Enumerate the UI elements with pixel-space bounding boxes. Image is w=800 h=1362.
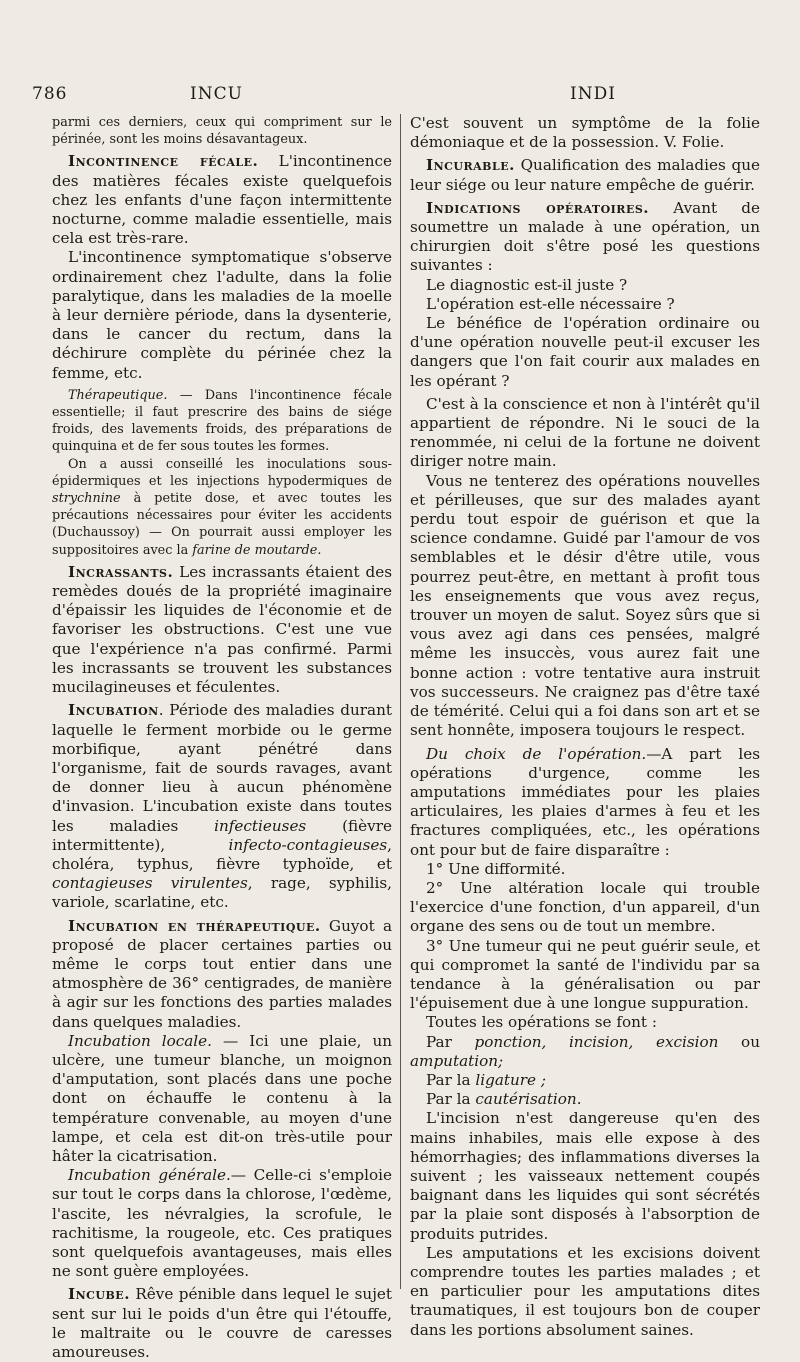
subheading: Thérapeutique. xyxy=(68,387,168,403)
text-run: Par la xyxy=(426,1070,476,1089)
subheading: Incubation générale. xyxy=(68,1166,231,1185)
italic-term: infecto-contagieuses xyxy=(228,835,388,854)
page-header xyxy=(0,84,800,108)
entry-heading: Incubation en thérapeutique. xyxy=(68,916,321,935)
italic-term: farine de moutarde xyxy=(192,542,318,558)
paragraph-text: — Ici une plaie, un ulcère, une tumeur blanche, un moignon d'amputation, sont placés dans une poche dont on échauffe le contenu à la température convenable, au moyen d'une lampe, et cela est dit-on très-utile pour hâter la cicatrisation. xyxy=(52,1031,393,1165)
page-number: 786 xyxy=(32,84,68,104)
paragraph-text: — Celle-ci s'emploie sur tout le corps dans la chlorose, l'œdème, l'ascite, les névralgies, la scrofule, le rachitisme, la rougeole, etc. Ces pratiques sont quelquefois avantageuses, mais elles ne sont guère employées. xyxy=(52,1166,392,1281)
paragraph-incision: L'incision n'est dangereuse qu'en des mains inhabiles, mais elle expose à des hémorrhagies; des inflammations diverses la suivent ; les vaisseaux nettement coupés baignant dans les liquides qui sont sécrétés par la plaie sont disposés à l'absorption de produits putrides. xyxy=(410,1109,760,1243)
entry-heading: Incubation xyxy=(68,701,159,720)
entry-text: Guyot a proposé de placer certaines parties ou même le corps tout entier dans une atmosphère de 36° centigrades, de manière à agir sur les fonctions des parties malades dans quelques maladies. xyxy=(52,916,392,1031)
entry-text: Les incrassants étaient des remèdes doués de la propriété imaginaire d'épaissir les liquides de l'économie et de favoriser les obstructions. C'est une vue que l'expérience n'a pas confirmé. Parmi les incrassants se trouvent les substances mucilagineuses et féculentes. xyxy=(52,562,392,697)
entry-incurable xyxy=(410,156,760,194)
column-divider xyxy=(400,114,401,1289)
text-run: . Période des maladies durant laquelle le ferment morbide ou le germe morbifique, ayant pénétré dans l'organisme, fait de sourds ravages, avant de donner lieu à aucun phénomène d'invasion. L'incubation existe dans toutes les maladies xyxy=(52,701,392,835)
entry-indications-operatoires xyxy=(410,199,760,276)
entry-incubation-therapeutique xyxy=(52,917,392,1032)
text-run: On a aussi conseillé les inoculations sous-épidermiques et les injections hypodermiques de xyxy=(52,456,392,489)
entry-incontinence-fecale xyxy=(52,152,392,248)
paragraph-therapeutique xyxy=(52,387,392,456)
paragraph-conscience: C'est à la conscience et non à l'intérêt qu'il appartient de répondre. Ni le souci de la renommée, ni celui de la fortune ne doivent diriger notre main. xyxy=(410,394,760,471)
list-item-2: 2° Une altération locale qui trouble l'exercice d'une fonction, d'un appareil, d'un organe des sens ou de tout un membre. xyxy=(410,878,760,936)
text-run: Par la xyxy=(426,1090,476,1109)
method-ponction xyxy=(410,1033,760,1071)
method-ligature xyxy=(410,1071,760,1090)
entry-text: Avant de soumettre un malade à une opération, un chirurgien doit s'être posé les questions suivantes : xyxy=(410,198,760,275)
right-running-head: INDI xyxy=(570,84,616,104)
entry-heading: Incontinence fécale. xyxy=(68,152,259,171)
paragraph-symptomatique: L'incontinence symptomatique s'observe ordinairement chez l'adulte, dans la folie paralytique, dans les maladies de la moelle à leur dernière période, dans la dysenterie, dans le cancer du rectum, dans la déchirure complète du périnée chez la femme, etc. xyxy=(52,248,392,382)
paragraph-amputations: Les amputations et les excisions doivent comprendre toutes les parties malades ; et en particulier pour les amputations dites traumatiques, il est toujours bon de couper dans les portions absolument saines. xyxy=(410,1243,760,1339)
entry-heading: Incurable. xyxy=(426,156,515,175)
entry-incubation xyxy=(52,701,392,912)
italic-term: ponction, incision, excision xyxy=(474,1032,719,1051)
text-run: . xyxy=(317,542,322,558)
question-diagnostic: Le diagnostic est-il juste ? xyxy=(426,275,628,294)
italic-term: amputation; xyxy=(410,1051,504,1070)
text-run: , choléra, typhus, fièvre typhoïde, et xyxy=(52,835,392,873)
continuation-paragraph: C'est souvent un symptôme de la folie démoniaque et de la possession. V. Folie. xyxy=(410,114,760,152)
paragraph-text: —A part les opérations d'urgence, comme les amputations immédiates pour les plaies articulaires, les plaies d'armes à feu et les fractures compliquées, etc., les opérations ont pour but de faire disparaître : xyxy=(410,744,761,859)
italic-term: infectieuses xyxy=(214,816,307,835)
subheading: Incubation locale. xyxy=(68,1031,212,1050)
paragraph-inoculations xyxy=(52,456,392,559)
italic-term: strychnine xyxy=(52,491,121,507)
text-run: ou xyxy=(718,1032,760,1051)
list-item-1: 1° Une difformité. xyxy=(426,859,566,878)
left-running-head: INCU xyxy=(190,84,243,104)
italic-term: contagieuses virulentes xyxy=(52,874,248,893)
entry-text: L'incontinence des matières fécales existe quelquefois chez les enfants d'une façon intermittente nocturne, comme maladie essentielle, mais cela est très-rare. xyxy=(52,152,392,248)
paragraph-choix-operation xyxy=(410,745,760,860)
subheading: Du choix de l'opération. xyxy=(426,744,647,763)
paragraph-toutes: Toutes les opérations se font : xyxy=(426,1013,657,1032)
method-cauterisation xyxy=(410,1090,760,1109)
text-run: (fièvre intermittente), xyxy=(52,816,393,854)
italic-term: cautérisation. xyxy=(475,1090,582,1109)
entry-incube xyxy=(52,1285,392,1362)
list-item-3: 3° Une tumeur qui ne peut guérir seule, et qui compromet la santé de l'individu par sa tendance à la généralisation ou par l'épuisement due à une longue suppuration. xyxy=(410,936,760,1013)
paragraph-text: — Dans l'incontinence fécale essentielle; il faut prescrire des bains de siége froids, des lavements froids, des préparations de quinquina et de fer sous toutes les formes. xyxy=(52,387,392,455)
paragraph-incubation-generale xyxy=(52,1166,392,1281)
text-run: à petite dose, et avec toutes les précautions nécessaires pour éviter les accidents (Duchaussoy) — On pourrait aussi employer les suppositoires avec la xyxy=(52,491,392,558)
paragraph-incubation-locale xyxy=(52,1032,392,1166)
text-run: , rage, syphilis, variole, scarlatine, etc. xyxy=(52,874,392,912)
question-necessaire: L'opération est-elle nécessaire ? xyxy=(426,294,675,313)
right-column xyxy=(410,114,760,1340)
entry-incrassants xyxy=(52,563,392,697)
continuation-paragraph: parmi ces derniers, ceux qui compriment sur le périnée, sont les moins désavantageux. xyxy=(52,115,392,148)
italic-term: ligature ; xyxy=(475,1070,546,1089)
entry-heading: Incube. xyxy=(68,1285,130,1304)
entry-heading: Indications opératoires. xyxy=(426,198,650,217)
text-run: Par xyxy=(426,1032,475,1051)
entry-text: Rêve pénible dans lequel le sujet sent sur lui le poids d'un être qui l'étouffe, le maltraite ou le couvre de caresses amoureuses. xyxy=(52,1285,392,1361)
left-column xyxy=(52,114,392,1362)
entry-text: Qualification des maladies que leur siége ou leur nature empêche de guérir. xyxy=(410,156,760,194)
paragraph-benefice: Le bénéfice de l'opération ordinaire ou d'une opération nouvelle peut-il excuser les dangers que l'on fait courir aux malades en les opérant ? xyxy=(410,314,760,390)
entry-heading: Incrassants. xyxy=(68,562,174,581)
paragraph-vous: Vous ne tenterez des opérations nouvelles et périlleuses, que sur des malades ayant perdu tout espoir de guérison et que la science condamne. Guidé par l'amour de vos semblables et le désir d'être utile, vous pourrez peut-être, en mettant à profit tous les enseignements que vous avez reçus, trouver un moyen de salut. Soyez sûrs que si vous avez agi dans ces pensées, malgré même les insuccès, vous aurez fait une bonne action : votre tentative aura instruit vos successeurs. Ne craignez pas d'être taxé de témérité. Celui qui a foi dans son art et se sent honnête, imposera toujours le respect. xyxy=(410,471,760,740)
